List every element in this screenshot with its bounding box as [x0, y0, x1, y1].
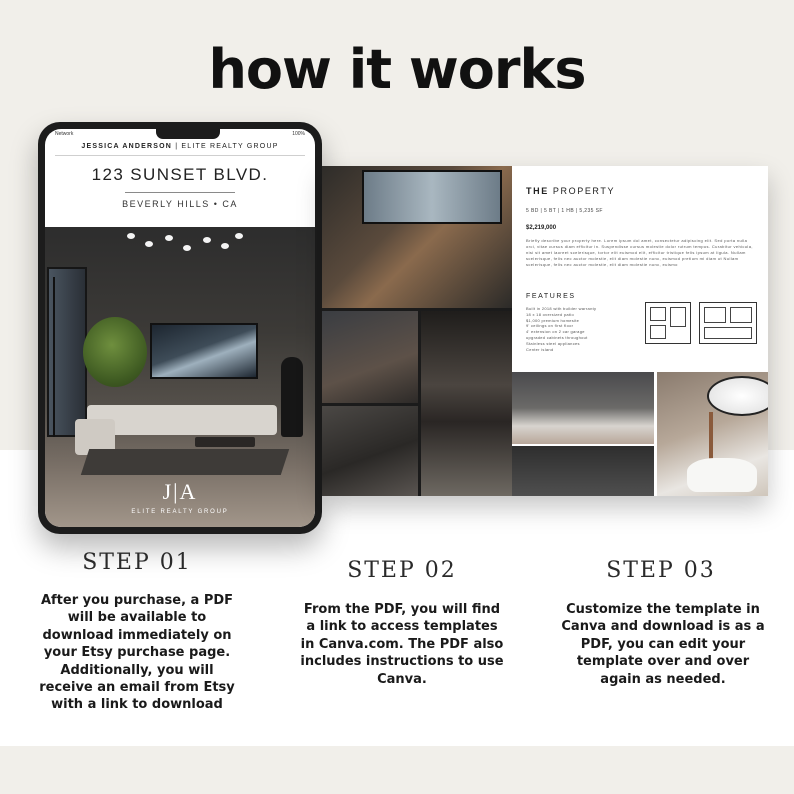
bathtub [687, 458, 757, 492]
chandelier-bulb [221, 243, 229, 249]
photo-master-bedroom [512, 372, 654, 444]
floor-plan-1 [645, 302, 691, 344]
faucet [709, 412, 713, 462]
brochure-right-page [512, 166, 768, 496]
section-title-bold: THE [526, 186, 549, 196]
feature-item: 18 x 18 oversized patio [526, 311, 575, 317]
agent-header [45, 143, 315, 150]
property-address: 123 SUNSET BLVD. [91, 165, 269, 184]
step-01-text: After you purchase, a PDF will be available to download immediately on your Etsy purchase page. Additionally, you will receive an email from Etsy with a link to download [39, 593, 235, 713]
feature-item: 4' extension on 2 car garage [526, 329, 585, 335]
chandelier-bulb [145, 241, 153, 247]
page-headline: how it works [208, 38, 586, 101]
chandelier-bulb [165, 235, 173, 241]
plant [83, 317, 147, 387]
step-02-heading: STEP 02 [347, 558, 457, 583]
chandelier-bulb [127, 233, 135, 239]
brand-logo-mark: J|A [162, 479, 198, 504]
wall-artwork [150, 323, 258, 379]
feature-item: 9' ceilings on first floor [526, 323, 574, 329]
floor-plan-2 [699, 302, 757, 344]
photo-lounge-chairs [322, 166, 512, 308]
rug [81, 449, 289, 475]
property-price: $2,219,000 [526, 225, 557, 231]
photo-window [362, 170, 502, 224]
plan-room [650, 325, 666, 339]
step-01-heading: STEP 01 [82, 550, 192, 575]
agent-group: ELITE REALTY GROUP [181, 143, 279, 150]
photo-closet [322, 406, 418, 496]
photo-bedroom [322, 311, 418, 403]
brand-logo-subtitle: ELITE REALTY GROUP [131, 509, 229, 515]
property-city: BEVERLY HILLS • CA [122, 199, 238, 209]
feature-item: Stainless steel appliances [526, 340, 580, 346]
sculpture [281, 357, 303, 437]
divider [125, 192, 235, 193]
step-03-text: Customize the template in Canva and download is as a PDF, you can edit your template over and over again as needed. [561, 602, 765, 687]
coffee-table [195, 437, 255, 447]
features-list [526, 306, 636, 352]
footer-background [0, 746, 794, 794]
tablet-screen [45, 129, 315, 527]
tablet-mockup [38, 122, 322, 534]
plan-room [704, 327, 752, 339]
feature-item: $1,000 premium homesite [526, 317, 580, 323]
feature-item: upgraded cabinets throughout [526, 334, 588, 340]
section-title [526, 186, 615, 196]
feature-item: Center island [526, 346, 554, 352]
plan-room [730, 307, 752, 323]
chandelier-bulb [235, 233, 243, 239]
property-specs: 5 BD | 5 BT | 1 HB | 5,235 SF [526, 208, 603, 214]
window-mullion [53, 277, 55, 437]
brochure-spread [322, 166, 768, 496]
photo-vanity [512, 446, 654, 496]
brochure-left-page [322, 166, 512, 496]
photo-detail [421, 311, 512, 496]
section-title-rest: PROPERTY [548, 186, 616, 196]
sofa [87, 405, 277, 435]
round-mirror [707, 376, 768, 416]
status-battery: 100% [292, 131, 305, 137]
status-network: Network [55, 131, 74, 137]
features-heading: FEATURES [526, 293, 576, 300]
divider [55, 155, 305, 156]
chandelier-bulb [203, 237, 211, 243]
plan-room [704, 307, 726, 323]
living-room-photo [45, 227, 315, 527]
agent-name: JESSICA ANDERSON [81, 143, 173, 150]
property-description: Briefly describe your property here. Lorem ipsum dol amet, consectetur adipiscing elit. Sed porta nulla orci, vitae cursus diam efficitur in. Suspendisse cursus molestie dolor rutrum tempus. Curabitur vehicula, nisi sit amet laoreet scelerisque, tortor elit euismod elit, efficitur tristique felis ipsum at ligula. Nullam scelerisque, felis nec auctor molestie, elit diam molestie nunc, euismod pretium mi diam ut Nullam scelerisque, felis nec auctor molestie, elit diam molestie nunc, euismo [526, 238, 753, 267]
agent-separator: | [172, 143, 182, 150]
photo-bathroom [657, 372, 768, 496]
feature-item: Built in 2018 with builder warranty [526, 306, 597, 311]
plan-room [650, 307, 666, 321]
step-03-heading: STEP 03 [606, 558, 716, 583]
tablet-notch [156, 129, 220, 139]
plan-room [670, 307, 686, 327]
chandelier-bulb [183, 245, 191, 251]
step-02-text: From the PDF, you will find a link to access templates in Canva.com. The PDF also includes instructions to use Canva. [300, 602, 504, 687]
